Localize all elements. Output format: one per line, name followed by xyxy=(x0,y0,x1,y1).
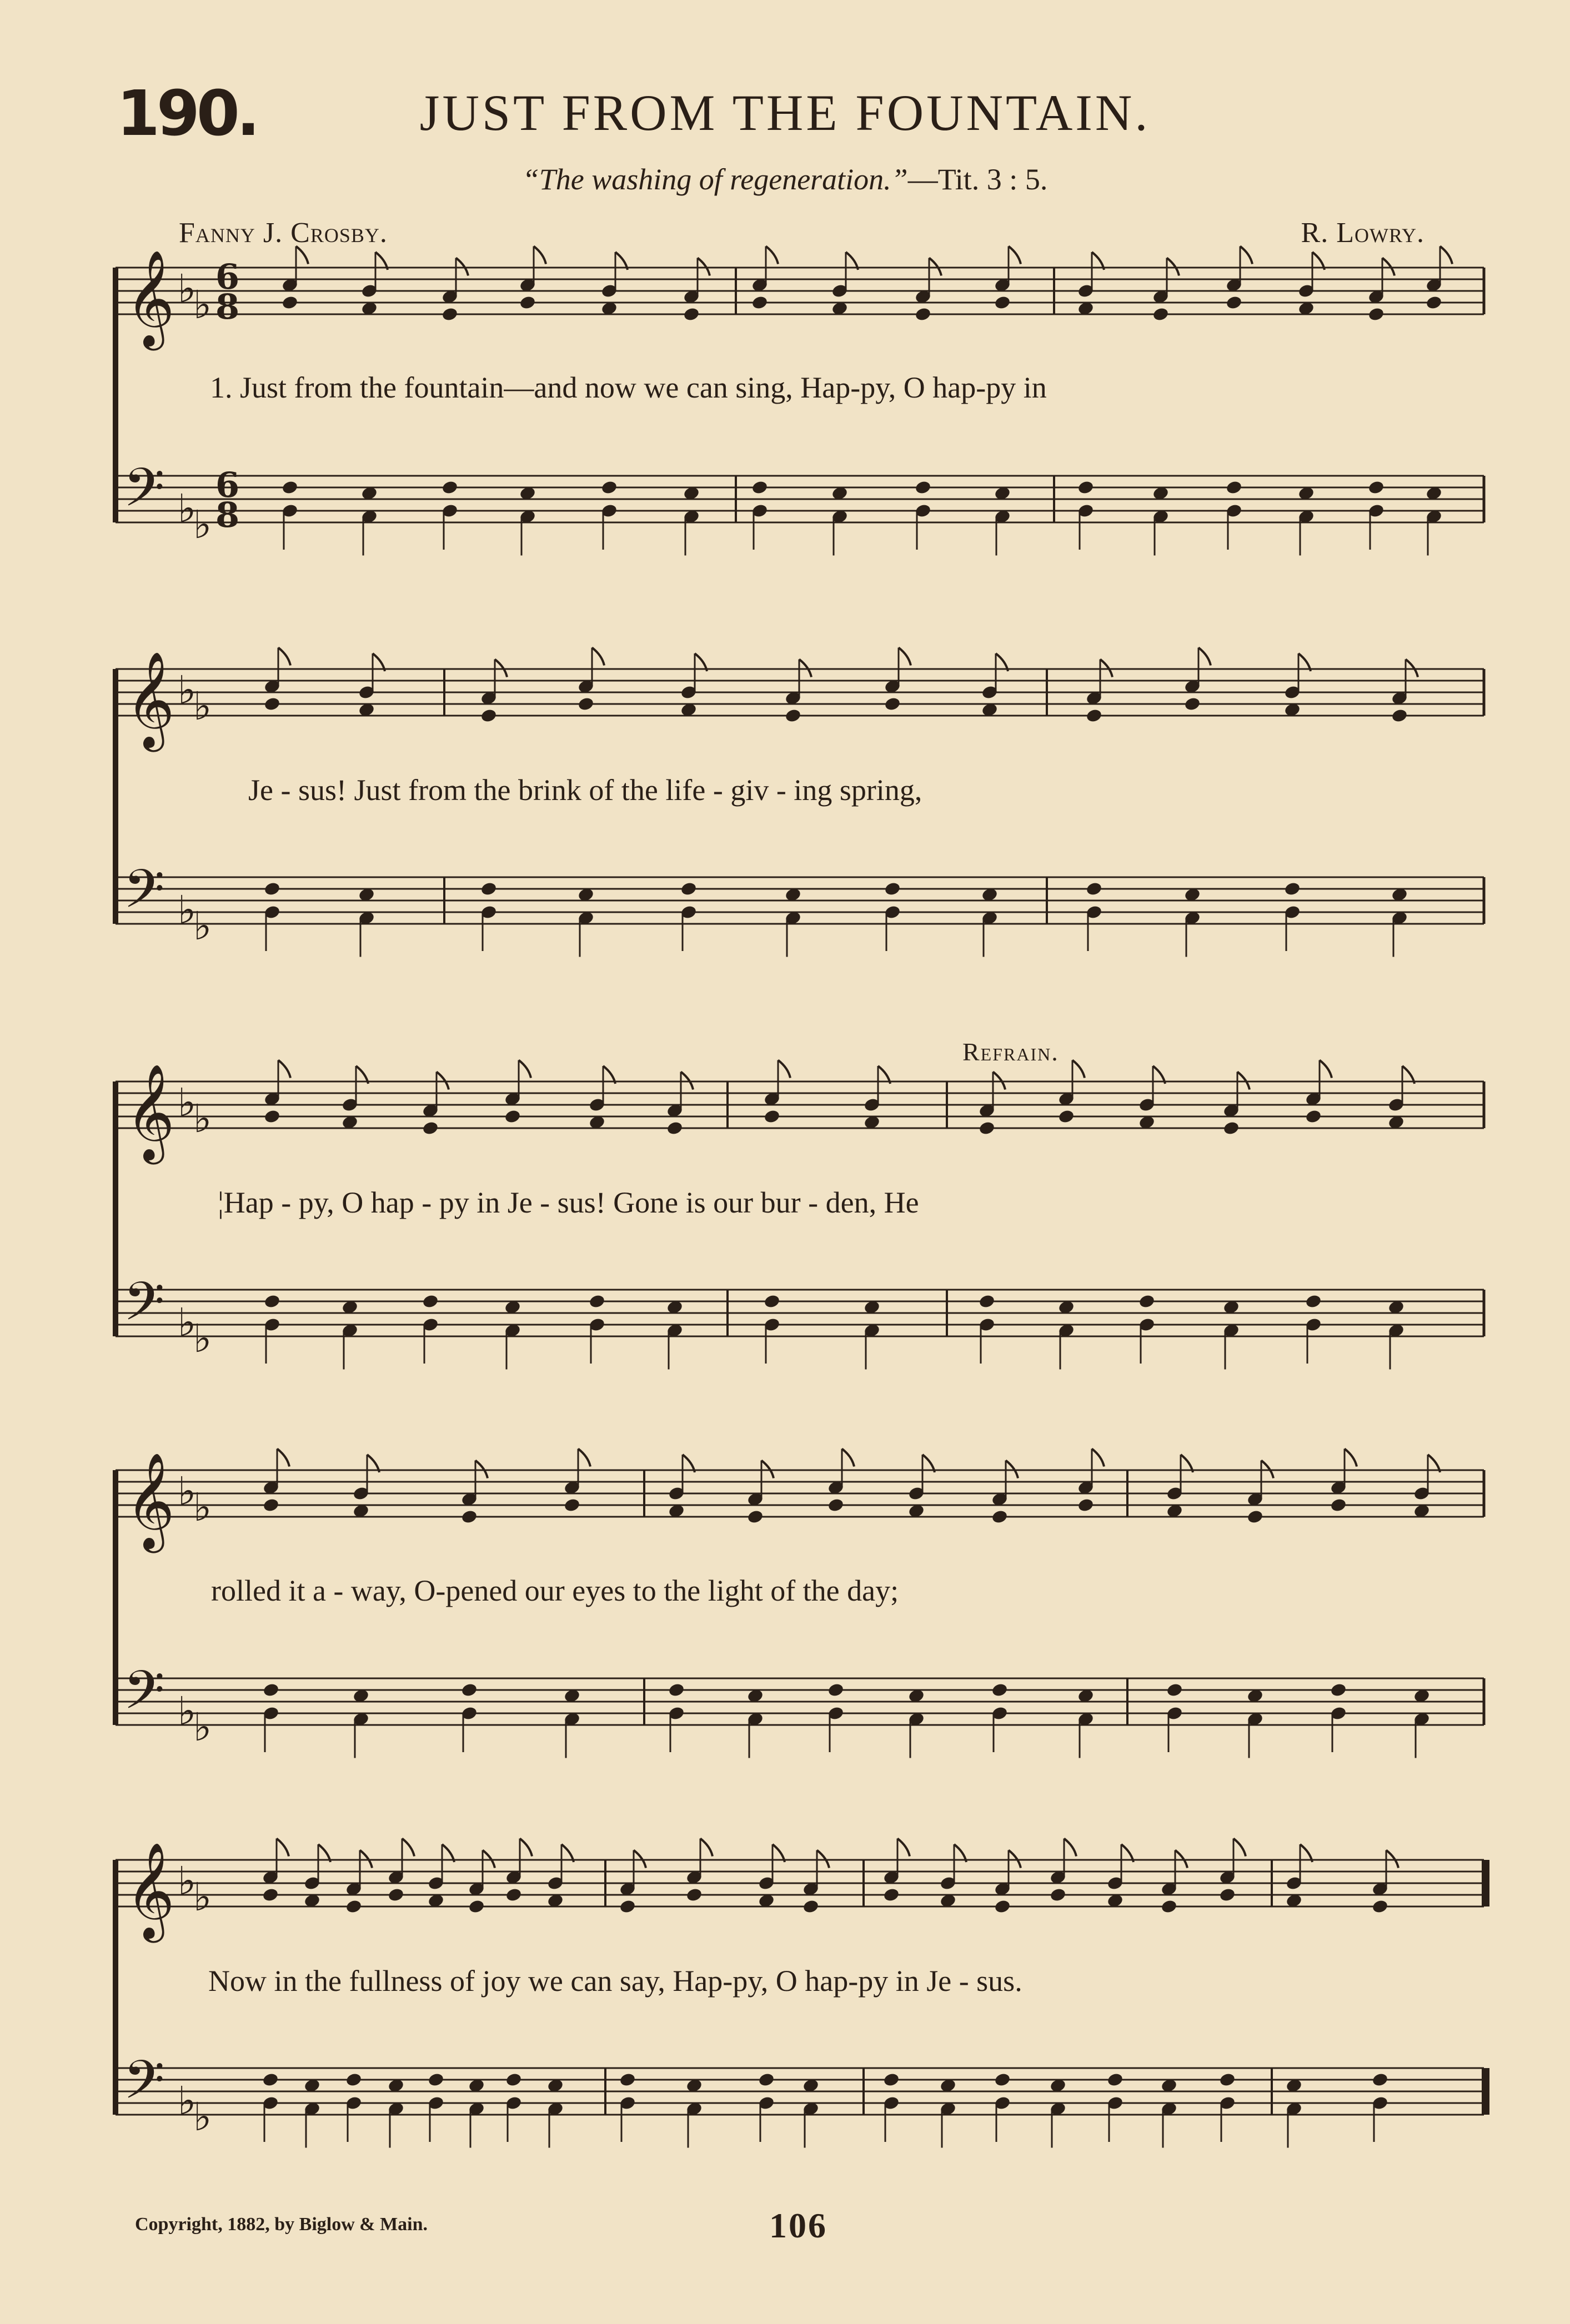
bass-note-head xyxy=(1305,1294,1322,1309)
note-flag xyxy=(534,247,546,264)
bass-note-head xyxy=(994,2072,1011,2087)
bass-note-head xyxy=(262,1682,279,1698)
bass-note-head xyxy=(1330,1682,1347,1698)
flat-sign: ♭ xyxy=(178,486,197,531)
flat-sign: ♭ xyxy=(193,1874,212,1920)
composer-credit: R. Lowry. xyxy=(1301,217,1424,249)
flat-sign: ♭ xyxy=(178,266,197,311)
time-signature: 6 xyxy=(215,465,240,505)
copyright-notice: Copyright, 1882, by Biglow & Main. xyxy=(135,2214,428,2235)
treble-note-head xyxy=(263,1109,280,1124)
treble-note-head xyxy=(345,1899,362,1914)
treble-note-head xyxy=(519,295,536,310)
bass-note-head xyxy=(422,1294,439,1309)
note-flag xyxy=(778,1060,790,1078)
bass-note-head xyxy=(827,1682,844,1698)
flat-sign: ♭ xyxy=(178,2078,197,2124)
treble-note-head xyxy=(619,1899,636,1914)
treble-clef: 𝄞 xyxy=(126,1452,175,1549)
final-barline xyxy=(1482,2068,1489,2115)
treble-note-head xyxy=(802,1899,819,1914)
treble-note-head xyxy=(978,1120,995,1136)
flat-sign: ♭ xyxy=(178,1300,197,1345)
note-flag xyxy=(578,1449,590,1467)
lyric-line: Now in the fullness of joy we can say, Hap-py, O hap-py in Je - sus. xyxy=(208,1964,1022,1998)
treble-note-head xyxy=(262,1497,279,1513)
bass-note-head xyxy=(263,881,280,897)
flat-sign: ♭ xyxy=(193,2094,212,2140)
treble-clef: 𝄞 xyxy=(126,1064,175,1160)
treble-note-head xyxy=(263,696,280,712)
flat-sign: ♭ xyxy=(193,1316,212,1361)
note-flag xyxy=(766,247,778,264)
bass-note-head xyxy=(505,2072,522,2087)
treble-note-head xyxy=(563,1497,580,1513)
lyric-line: Je - sus! Just from the brink of the life - giv - ing spring, xyxy=(248,773,922,807)
time-signature: 8 xyxy=(215,495,240,535)
flat-sign: ♭ xyxy=(178,667,197,713)
flat-sign: ♭ xyxy=(193,903,212,949)
treble-note-head xyxy=(441,306,458,322)
flat-sign: ♭ xyxy=(193,683,212,729)
bass-note-head xyxy=(1106,2072,1123,2087)
treble-note-head xyxy=(468,1899,485,1914)
bass-clef: 𝄢 xyxy=(123,858,165,933)
flat-sign: ♭ xyxy=(193,502,212,547)
bass-note-head xyxy=(680,881,697,897)
treble-note-head xyxy=(1391,708,1408,723)
note-flag xyxy=(1240,247,1252,264)
flat-sign: ♭ xyxy=(193,1704,212,1750)
note-flag xyxy=(402,1839,414,1857)
scripture-citation: —Tit. 3 : 5. xyxy=(907,163,1048,196)
treble-note-head xyxy=(994,1899,1011,1914)
bass-note-head xyxy=(263,1294,280,1309)
treble-note-head xyxy=(1225,295,1242,310)
treble-note-head xyxy=(1183,696,1201,712)
bass-note-head xyxy=(1077,480,1094,495)
note-flag xyxy=(296,247,308,264)
treble-note-head xyxy=(1371,1899,1388,1914)
lyric-line: rolled it a - way, O-pened our eyes to the light of the day; xyxy=(211,1574,899,1607)
bass-note-head xyxy=(763,1294,780,1309)
treble-note-head xyxy=(505,1887,522,1903)
note-flag xyxy=(1072,1060,1085,1078)
bass-note-head xyxy=(262,2072,279,2087)
note-flag xyxy=(897,1839,910,1857)
treble-note-head xyxy=(1160,1899,1177,1914)
treble-note-head xyxy=(1077,1497,1094,1513)
note-flag xyxy=(1092,1449,1104,1467)
treble-note-head xyxy=(827,1497,844,1513)
bass-note-head xyxy=(1138,1294,1155,1309)
bass-note-head xyxy=(758,2072,775,2087)
note-flag xyxy=(842,1449,854,1467)
flat-sign: ♭ xyxy=(178,1688,197,1734)
lyric-line: ¦Hap - py, O hap - py in Je - sus! Gone is our bur - den, He xyxy=(218,1186,919,1219)
treble-note-head xyxy=(1222,1120,1240,1136)
note-flag xyxy=(899,648,911,666)
treble-note-head xyxy=(577,696,594,712)
treble-note-head xyxy=(1305,1109,1322,1124)
treble-note-head xyxy=(281,295,298,310)
treble-note-head xyxy=(666,1120,683,1136)
treble-note-head xyxy=(1085,708,1102,723)
treble-note-head xyxy=(504,1109,521,1124)
bass-note-head xyxy=(480,881,497,897)
treble-note-head xyxy=(683,306,700,322)
note-flag xyxy=(277,1839,289,1857)
treble-clef: 𝄞 xyxy=(126,1842,175,1939)
bass-note-head xyxy=(600,480,618,495)
note-flag xyxy=(277,1449,289,1467)
bass-clef: 𝄢 xyxy=(123,457,165,532)
flat-sign: ♭ xyxy=(178,1858,197,1904)
treble-note-head xyxy=(387,1887,404,1903)
flat-sign: ♭ xyxy=(193,1096,212,1141)
note-flag xyxy=(700,1839,713,1857)
treble-note-head xyxy=(1246,1509,1263,1525)
flat-sign: ♭ xyxy=(193,282,212,328)
treble-clef: 𝄞 xyxy=(126,250,175,346)
treble-note-head xyxy=(763,1109,780,1124)
flat-sign: ♭ xyxy=(193,1485,212,1530)
treble-note-head xyxy=(994,295,1011,310)
note-flag xyxy=(1440,247,1452,264)
treble-note-head xyxy=(1152,306,1169,322)
bass-note-head xyxy=(1371,2072,1388,2087)
treble-note-head xyxy=(480,708,497,723)
treble-note-head xyxy=(422,1120,439,1136)
treble-note-head xyxy=(1425,295,1442,310)
bass-note-head xyxy=(619,2072,636,2087)
bass-note-head xyxy=(427,2072,444,2087)
note-flag xyxy=(1009,247,1021,264)
bass-note-head xyxy=(751,480,768,495)
bass-note-head xyxy=(668,1682,685,1698)
note-flag xyxy=(1064,1839,1076,1857)
bass-note-head xyxy=(345,2072,362,2087)
bass-note-head xyxy=(882,2072,900,2087)
bass-note-head xyxy=(1085,881,1102,897)
treble-clef: 𝄞 xyxy=(126,651,175,748)
treble-note-head xyxy=(882,1887,900,1903)
bass-note-head xyxy=(1367,480,1385,495)
bass-note-head xyxy=(441,480,458,495)
treble-note-head xyxy=(460,1509,478,1525)
treble-note-head xyxy=(262,1887,279,1903)
flat-sign: ♭ xyxy=(178,1468,197,1514)
treble-note-head xyxy=(1330,1497,1347,1513)
note-flag xyxy=(1198,648,1211,666)
bass-note-head xyxy=(991,1682,1008,1698)
bass-note-head xyxy=(914,480,931,495)
page-number: 106 xyxy=(769,2206,827,2245)
note-flag xyxy=(519,1060,531,1078)
note-flag xyxy=(1345,1449,1357,1467)
treble-note-head xyxy=(884,696,901,712)
bass-note-head xyxy=(884,881,901,897)
bass-note-head xyxy=(1283,881,1301,897)
note-flag xyxy=(520,1839,532,1857)
flat-sign: ♭ xyxy=(178,887,197,933)
bass-note-head xyxy=(1225,480,1242,495)
treble-note-head xyxy=(751,295,768,310)
note-flag xyxy=(278,1060,290,1078)
time-signature: 6 xyxy=(215,256,240,297)
time-signature: 8 xyxy=(215,286,240,327)
note-flag xyxy=(592,648,604,666)
note-flag xyxy=(1320,1060,1332,1078)
bass-note-head xyxy=(588,1294,605,1309)
note-flag xyxy=(278,648,290,666)
bass-clef: 𝄢 xyxy=(123,1659,165,1734)
treble-note-head xyxy=(685,1887,703,1903)
lyricist-credit: Fanny J. Crosby. xyxy=(179,217,388,249)
treble-note-head xyxy=(1367,306,1385,322)
treble-note-head xyxy=(1049,1887,1066,1903)
lyric-line: 1. Just from the fountain—and now we can sing, Hap-py, O hap-py in xyxy=(210,371,1047,404)
scripture-quote: “The washing of regeneration.” xyxy=(522,163,908,196)
flat-sign: ♭ xyxy=(178,1080,197,1125)
bass-clef: 𝄢 xyxy=(123,1271,165,1346)
note-flag xyxy=(1233,1839,1246,1857)
bass-note-head xyxy=(281,480,298,495)
treble-note-head xyxy=(1218,1887,1236,1903)
treble-note-head xyxy=(1057,1109,1075,1124)
bass-note-head xyxy=(978,1294,995,1309)
bass-note-head xyxy=(1166,1682,1183,1698)
bass-note-head xyxy=(1218,2072,1236,2087)
bass-clef: 𝄢 xyxy=(123,2049,165,2124)
bass-note-head xyxy=(460,1682,478,1698)
hymn-title: JUST FROM THE FOUNTAIN. xyxy=(419,84,1151,141)
final-barline xyxy=(1482,1860,1489,1907)
treble-note-head xyxy=(784,708,801,723)
hymn-number: 190. xyxy=(117,78,257,150)
treble-note-head xyxy=(991,1509,1008,1525)
treble-note-head xyxy=(746,1509,764,1525)
treble-note-head xyxy=(914,306,931,322)
refrain-label: Refrain. xyxy=(962,1038,1059,1066)
